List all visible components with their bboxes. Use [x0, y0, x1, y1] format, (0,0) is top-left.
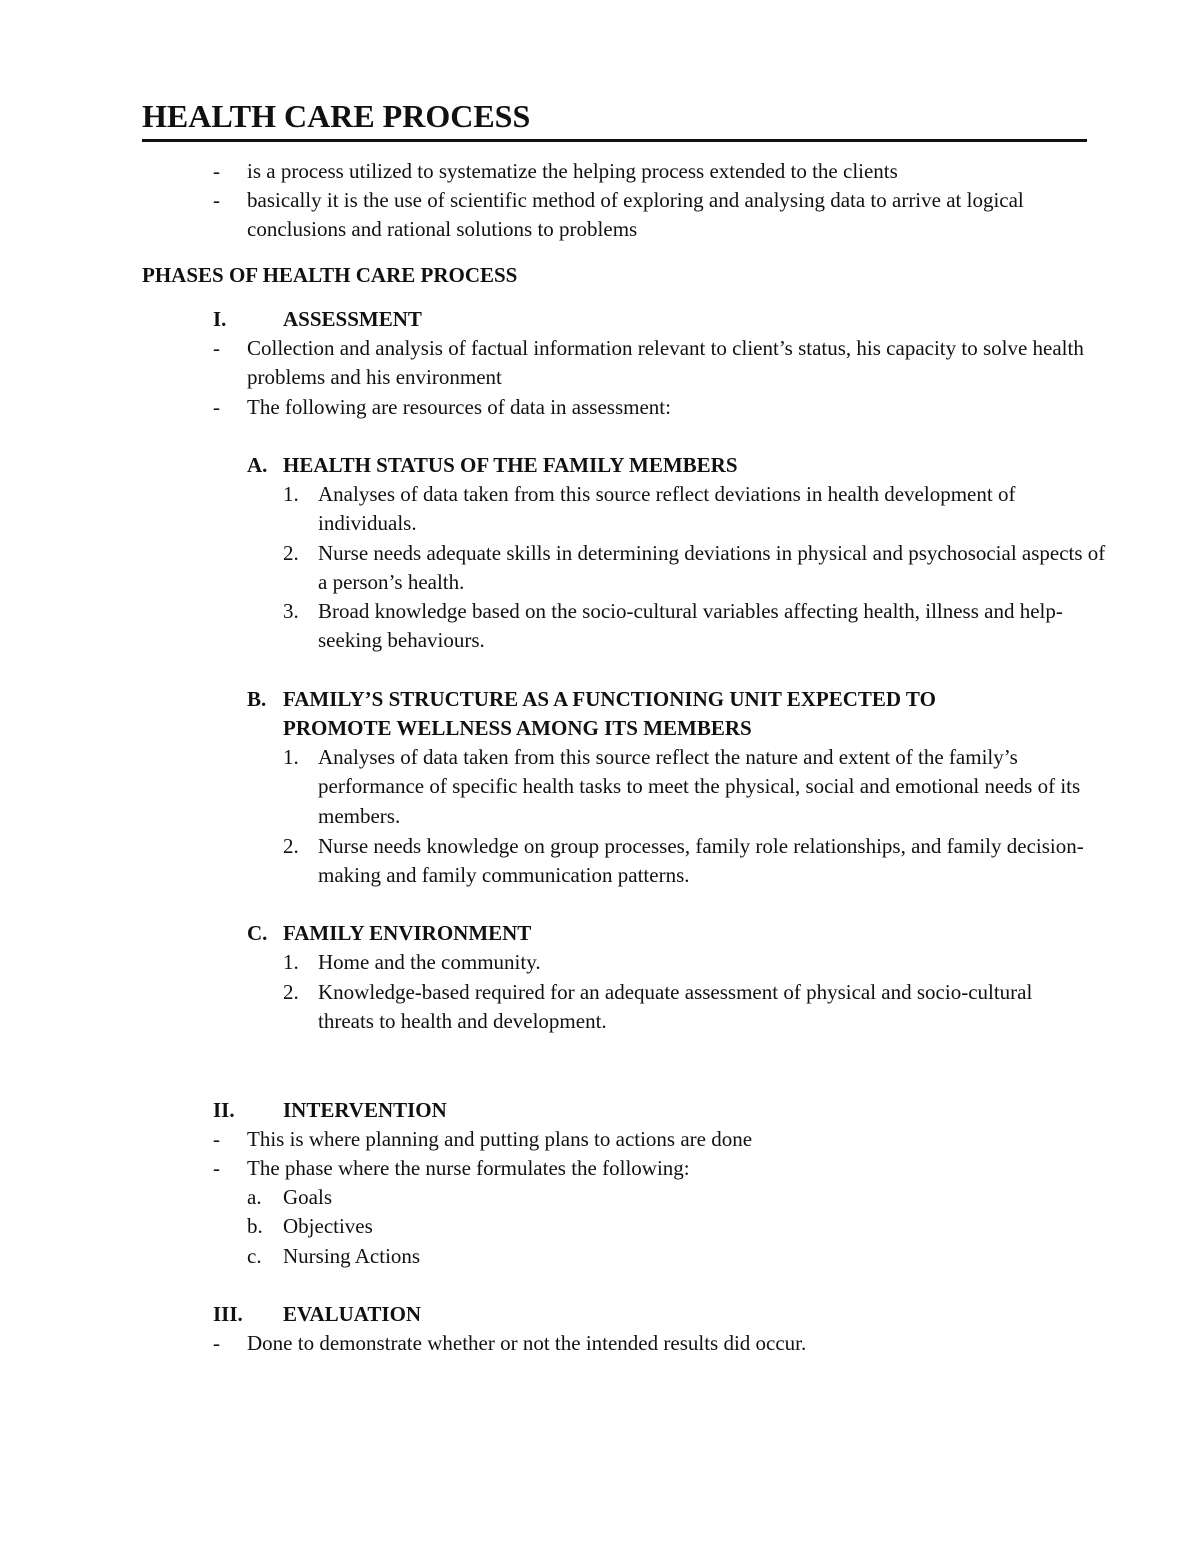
section-title: FAMILY ENVIRONMENT — [283, 921, 532, 945]
lettered-item — [247, 1242, 421, 1271]
phase-title-assessment: ASSESSMENT — [283, 307, 422, 331]
intervention-point-text: This is where planning and putting plans to actions are done — [247, 1127, 753, 1151]
intro-text: basically it is the use of scientific method of exploring and analysing data to arrive at logical conclusions and rational solutions to problems — [247, 188, 1024, 242]
item-letter: a. — [247, 1185, 262, 1209]
phase-title-evaluation: EVALUATION — [283, 1302, 422, 1326]
phase-numeral: I. — [213, 307, 227, 331]
item-letter: c. — [247, 1244, 262, 1268]
section-title: HEALTH STATUS OF THE FAMILY MEMBERS — [283, 453, 738, 477]
evaluation-point — [213, 1329, 1087, 1358]
dash-marker: - — [213, 395, 220, 419]
phase-numeral: II. — [213, 1098, 235, 1122]
numbered-item — [283, 597, 1108, 656]
assessment-point — [213, 334, 1087, 393]
dash-marker: - — [213, 1127, 220, 1151]
dash-marker: - — [213, 1156, 220, 1180]
evaluation-point-text: Done to demonstrate whether or not the intended results did occur. — [247, 1331, 807, 1355]
item-text: Goals — [283, 1185, 332, 1209]
numbered-item — [283, 948, 1108, 977]
item-number: 2. — [283, 980, 299, 1004]
dash-marker: - — [213, 1331, 220, 1355]
item-number: 3. — [283, 599, 299, 623]
item-number: 2. — [283, 541, 299, 565]
numbered-item — [283, 832, 1118, 891]
section-title: FAMILY’S STRUCTURE AS A FUNCTIONING UNIT EXPECTED TO PROMOTE WELLNESS AMONG ITS MEMBERS — [283, 687, 936, 741]
item-text: Knowledge-based required for an adequate assessment of physical and socio-cultural threats to health and development. — [318, 980, 1033, 1034]
item-letter: b. — [247, 1214, 263, 1238]
intervention-point-text: The phase where the nurse formulates the following: — [247, 1156, 690, 1180]
item-number: 1. — [283, 950, 299, 974]
item-text: Nurse needs knowledge on group processes, family role relationships, and family decision-making and family communication patterns. — [318, 834, 1084, 888]
phase-numeral: III. — [213, 1302, 243, 1326]
dash-marker: - — [213, 188, 220, 212]
numbered-item — [283, 978, 1078, 1037]
document-title: HEALTH CARE PROCESS — [142, 98, 531, 134]
intervention-point — [213, 1154, 1087, 1183]
section-letter: C. — [247, 921, 268, 945]
item-text: Objectives — [283, 1214, 373, 1238]
intervention-point — [213, 1125, 1087, 1154]
item-text: Nursing Actions — [283, 1244, 421, 1268]
section-letter: B. — [247, 687, 267, 711]
intro-item — [213, 186, 1077, 245]
item-number: 1. — [283, 482, 299, 506]
section-letter: A. — [247, 453, 268, 477]
item-text: Nurse needs adequate skills in determining deviations in physical and psychosocial aspects of a person’s health. — [318, 541, 1106, 595]
intro-text: is a process utilized to systematize the helping process extended to the clients — [247, 159, 898, 183]
numbered-item — [283, 539, 1108, 598]
phases-heading: PHASES OF HEALTH CARE PROCESS — [142, 263, 518, 287]
title-underline — [142, 139, 1087, 142]
dash-marker: - — [213, 159, 220, 183]
assessment-point-text: The following are resources of data in assessment: — [247, 395, 671, 419]
item-text: Broad knowledge based on the socio-cultural variables affecting health, illness and help-seeking behaviours. — [318, 599, 1063, 653]
lettered-item — [247, 1212, 373, 1241]
numbered-item — [283, 480, 1108, 539]
item-text: Analyses of data taken from this source reflect the nature and extent of the family’s performance of specific health tasks to meet the physical, social and emotional needs of its members. — [318, 745, 1081, 828]
assessment-point-text: Collection and analysis of factual information relevant to client’s status, his capacity to solve health problems and his environment — [247, 336, 1084, 390]
lettered-item — [247, 1183, 332, 1212]
item-text: Home and the community. — [318, 950, 541, 974]
numbered-item — [283, 743, 1118, 831]
intro-item — [213, 157, 1107, 186]
item-number: 2. — [283, 834, 299, 858]
phase-title-intervention: INTERVENTION — [283, 1098, 447, 1122]
assessment-point — [213, 393, 1087, 422]
item-text: Analyses of data taken from this source reflect deviations in health development of individuals. — [318, 482, 1016, 536]
dash-marker: - — [213, 336, 220, 360]
item-number: 1. — [283, 745, 299, 769]
